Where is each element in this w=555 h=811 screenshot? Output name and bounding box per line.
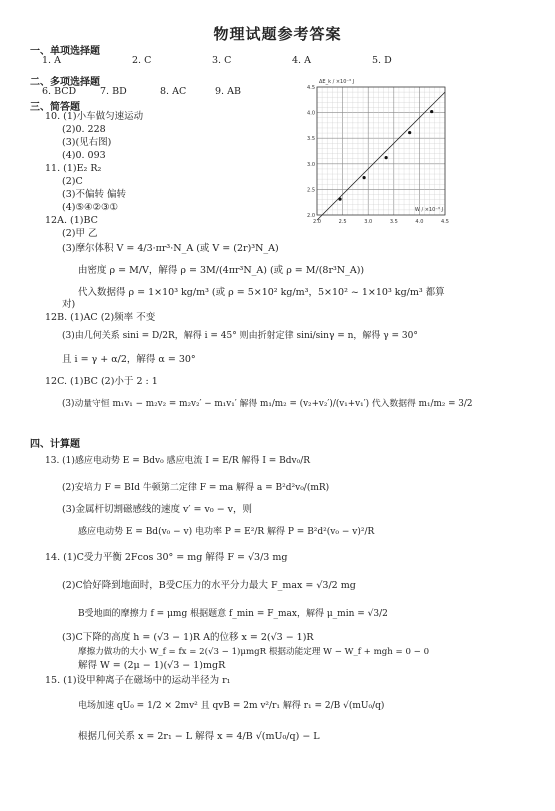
- data-point: [363, 176, 366, 179]
- plot-frame: [317, 87, 445, 215]
- q12b-line: 且 i = γ + α/2，解得 α = 30°: [62, 354, 196, 365]
- answer-6: 6. BCD: [42, 86, 77, 97]
- q11-line: (2)C: [62, 176, 83, 187]
- x-tick-label: 4.5: [441, 219, 449, 225]
- q14-line: 解得 W = (2μ − 1)(√3 − 1)mgR: [78, 660, 226, 671]
- y-tick-label: 4.0: [307, 110, 315, 117]
- answer-3: 3. C: [212, 55, 232, 66]
- q15-line: 15. (1)设甲种离子在磁场中的运动半径为 r₁: [45, 675, 231, 686]
- q12a-line: (2)甲 乙: [62, 228, 98, 239]
- answer-7: 7. BD: [100, 86, 127, 97]
- y-axis-label: ΔE_k / ×10⁻³ J: [319, 79, 355, 85]
- y-tick-label: 2.5: [307, 187, 315, 194]
- y-tick-label: 3.0: [307, 161, 315, 168]
- y-tick-label: 4.5: [307, 85, 315, 91]
- x-tick-label: 2.5: [338, 219, 347, 225]
- q11-line: 11. (1)E₂ R₂: [45, 163, 102, 174]
- y-tick-label: 2.0: [307, 213, 315, 219]
- section-3-heading: 三、简答题: [30, 102, 80, 113]
- q12c-line: 12C. (1)BC (2)小于 2 : 1: [45, 376, 158, 387]
- answer-1: 1. A: [42, 55, 61, 66]
- q11-line: (3)不偏转 偏转: [62, 189, 126, 200]
- q12a-line: 代入数据得 ρ = 1×10³ kg/m³ (或 ρ = 5×10² kg/m³，5×10² ~ 1×10³ kg/m³ 都算: [78, 287, 445, 298]
- section-1-heading: 一、单项选择题: [30, 46, 100, 57]
- x-tick-label: 4.0: [415, 219, 424, 225]
- fit-line: [317, 92, 445, 220]
- q12a-line: 由密度 ρ = M/V，解得 ρ = 3M/(4πr³N_A) (或 ρ = M/(8r³N_A)): [78, 265, 365, 276]
- q12c-line: (3)动量守恒 m₁v₁ − m₂v₂ = m₂v₂′ − m₁v₁′ 解得 m₁/m₂ = (v₂+v₂′)/(v₁+v₁′) 代入数据得 m₁/m₂ = 3/2: [62, 399, 473, 409]
- q15-line: 电场加速 qU₀ = 1/2 × 2mv² 且 qvB = 2m v²/r₁ 解得 r₁ = 2/B √(mU₀/q): [78, 701, 385, 711]
- q13-line: 感应电动势 E = Bd(v₀ − v) 电功率 P = E²/R 解得 P = B²d²(v₀ − v)²/R: [78, 527, 375, 537]
- q10-line: (2)0. 228: [62, 124, 106, 135]
- section-2-heading: 二、多项选择题: [30, 77, 100, 88]
- answer-5: 5. D: [372, 55, 392, 66]
- q14-line: 摩擦力做功的大小 W_f = fx = 2(√3 − 1)μmgR 根据动能定理 W − W_f + mgh = 0 − 0: [78, 647, 430, 657]
- q12b-line: (3)由几何关系 sini = D/2R，解得 i = 45° 则由折射定律 sini/sinγ = n，解得 γ = 30°: [62, 331, 418, 341]
- answer-2: 2. C: [132, 55, 152, 66]
- q14-line: (3)C下降的高度 h = (√3 − 1)R A的位移 x = 2(√3 − 1)R: [62, 632, 314, 643]
- q13-line: (2)安培力 F = BId 牛顿第二定律 F = ma 解得 a = B²d²v₀/(mR): [62, 483, 330, 493]
- q11-line: (4)⑤④②③①: [62, 202, 119, 213]
- q14-line: B受地面的摩擦力 f = μmg 根据题意 f_min = F_max，解得 μ_min = √3/2: [78, 609, 388, 619]
- data-point: [385, 156, 388, 159]
- data-point: [338, 198, 341, 201]
- x-axis-label: W / ×10⁻³ J: [414, 207, 443, 213]
- answer-4: 4. A: [292, 55, 311, 66]
- q13-line: (3)金属杆切割磁感线的速度 v′ = v₀ − v，则: [62, 504, 253, 515]
- q12b-line: 12B. (1)AC (2)频率 不变: [45, 312, 156, 323]
- x-tick-label: 2.0: [313, 219, 321, 225]
- y-tick-label: 3.5: [307, 136, 315, 143]
- q10-line: 10. (1)小车做匀速运动: [45, 111, 144, 122]
- q10-line: (3)(见右图): [62, 137, 112, 148]
- answer-8: 8. AC: [160, 86, 187, 97]
- q12a-line: (3)摩尔体积 V = 4/3·πr³·N_A (或 V = (2r)³N_A): [62, 243, 279, 254]
- page-title: 物理试题参考答案: [213, 25, 342, 43]
- q14-line: (2)C恰好降到地面时，B受C压力的水平分力最大 F_max = √3/2 mg: [62, 580, 356, 591]
- q10-line: (4)0. 093: [62, 150, 106, 161]
- q12a-line: 对): [62, 299, 76, 310]
- q13-line: 13. (1)感应电动势 E = Bdv₀ 感应电流 I = E/R 解得 I = Bdv₀/R: [45, 456, 311, 466]
- data-point: [408, 131, 411, 134]
- section-4-heading: 四、计算题: [30, 439, 80, 450]
- delta-ek-vs-w-graph: [305, 75, 455, 235]
- q14-line: 14. (1)C受力平衡 2Fcos 30° = mg 解得 F = √3/3 mg: [45, 552, 288, 563]
- x-tick-label: 3.5: [389, 219, 398, 225]
- data-point: [430, 110, 433, 113]
- answer-9: 9. AB: [215, 86, 241, 97]
- q15-line: 根据几何关系 x = 2r₁ − L 解得 x = 4/B √(mU₀/q) − L: [78, 731, 320, 742]
- x-tick-label: 3.0: [364, 219, 373, 225]
- q12a-line: 12A. (1)BC: [45, 215, 98, 226]
